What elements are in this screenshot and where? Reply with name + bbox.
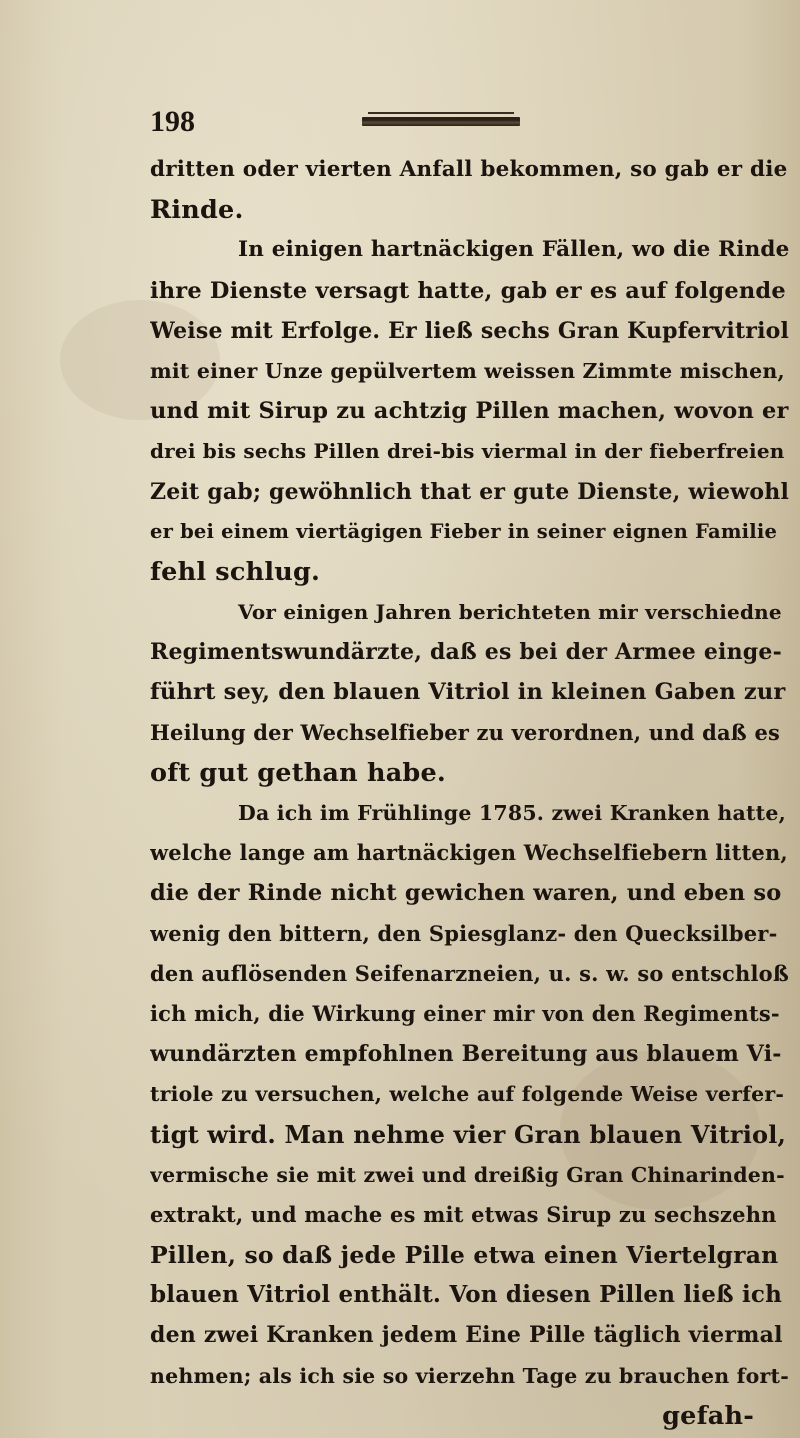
- text-line: dritten oder vierten Anfall bekommen, so gab er die: [150, 157, 788, 182]
- text-line: extrakt, und mache es mit etwas Sirup zu sechszehn: [150, 1201, 777, 1227]
- text-line: und mit Sirup zu achtzig Pillen machen, wovon er: [150, 398, 789, 425]
- text-line: vermische sie mit zwei und dreißig Gran Chinarinden-: [150, 1162, 785, 1187]
- text-line: wundärzten empfohlnen Bereitung aus blauem Vi-: [150, 1041, 782, 1068]
- body-text: [150, 150, 790, 1436]
- header-rule: [362, 117, 520, 126]
- paragraph-start-line: Vor einigen Jahren berichteten mir verschiedne: [238, 600, 782, 625]
- text-line: nehmen; als ich sie so vierzehn Tage zu brauchen fort-: [150, 1363, 789, 1388]
- text-line: Rinde.: [150, 195, 244, 226]
- page-number: 198: [150, 105, 195, 138]
- text-line: Zeit gab; gewöhnlich that er gute Dienste, wiewohl: [150, 478, 790, 505]
- text-line: mit einer Unze gepülvertem weissen Zimmte mischen,: [150, 358, 785, 383]
- text-line: er bei einem viertägigen Fieber in seiner eignen Familie: [150, 519, 778, 543]
- text-line: oft gut gethan habe.: [150, 757, 446, 788]
- text-line: Regimentswundärzte, daß es bei der Armee einge-: [150, 639, 782, 666]
- text-line: ihre Dienste versagt hatte, gab er es auf folgende: [150, 277, 786, 304]
- text-line: die der Rinde nicht gewichen waren, und eben so: [150, 880, 782, 907]
- text-line: wenig den bittern, den Spiesglanz- den Quecksilber-: [150, 920, 778, 946]
- text-line: Pillen, so daß jede Pille etwa einen Viertelgran: [150, 1241, 779, 1270]
- text-line: den zwei Kranken jedem Eine Pille täglich viermal: [150, 1322, 783, 1349]
- catchword: gefah-: [662, 1400, 754, 1431]
- text-line: triole zu versuchen, welche auf folgende Weise verfer-: [150, 1082, 785, 1107]
- text-line: den auflösenden Seifenarzneien, u. s. w. so entschloß: [150, 960, 790, 986]
- text-line: führt sey, den blauen Vitriol in kleinen Gaben zur: [150, 679, 786, 706]
- text-line: tigt wird. Man nehme vier Gran blauen Vitriol,: [150, 1119, 787, 1149]
- text-line: ich mich, die Wirkung einer mir von den Regiments-: [150, 1000, 780, 1026]
- text-line: drei bis sechs Pillen drei-bis viermal in der fieberfreien: [150, 439, 785, 464]
- text-line: Weise mit Erfolge. Er ließ sechs Gran Kupfervitriol: [150, 317, 790, 344]
- paragraph-start-line: In einigen hartnäckigen Fällen, wo die Rinde: [238, 237, 790, 263]
- text-line: blauen Vitriol enthält. Von diesen Pillen ließ ich: [150, 1281, 783, 1309]
- paragraph-start-line: Da ich im Frühlinge 1785. zwei Kranken hatte,: [238, 801, 786, 825]
- text-line: fehl schlug.: [150, 556, 321, 587]
- text-line: welche lange am hartnäckigen Wechselfiebern litten,: [150, 840, 788, 866]
- text-line: Heilung der Wechselfieber zu verordnen, und daß es: [150, 719, 781, 745]
